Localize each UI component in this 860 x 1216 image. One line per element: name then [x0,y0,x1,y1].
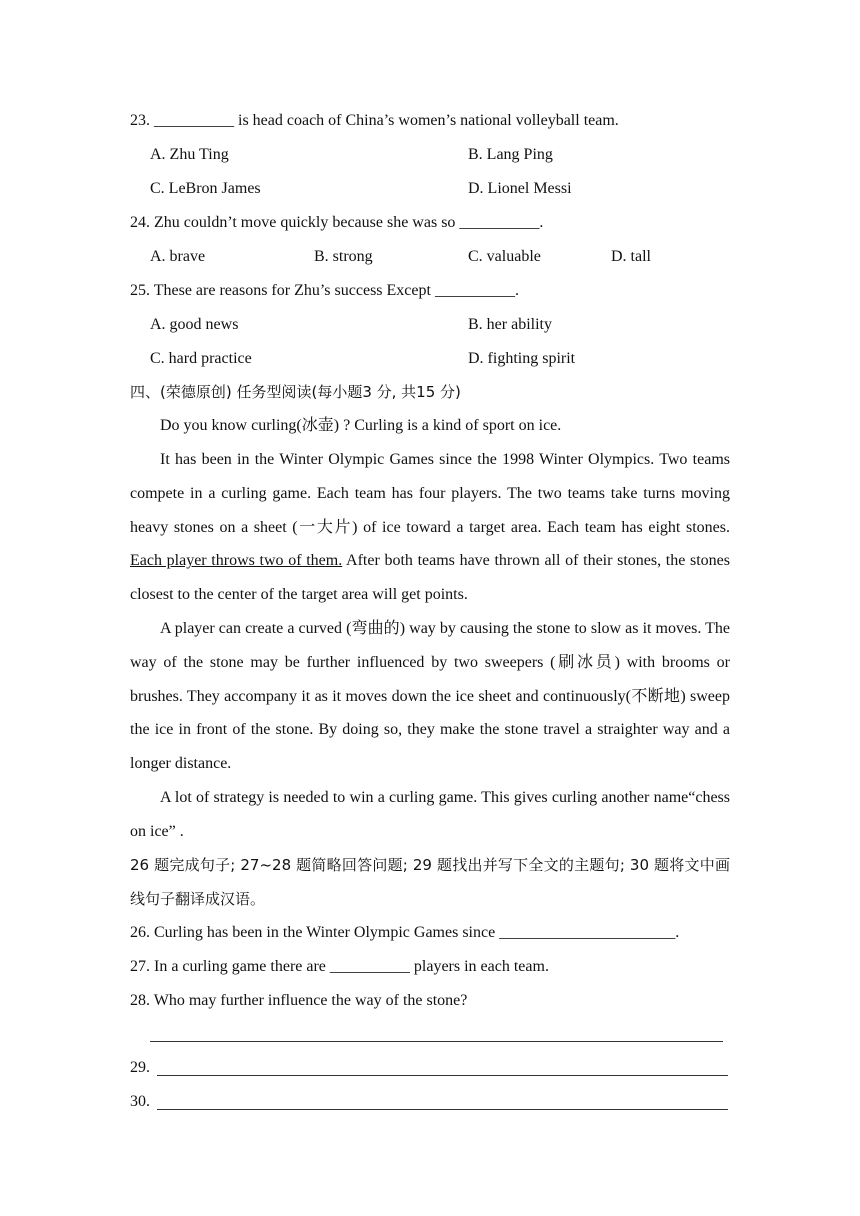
answer-line-28[interactable] [150,1041,723,1042]
option-24c: C. valuable [468,248,541,265]
question-27: 27. In a curling game there are __________ players in each team. [130,958,549,975]
section-4-heading: 四、(荣德原创) 任务型阅读(每小题3 分, 共15 分) [130,383,461,401]
option-24d: D. tall [611,248,651,265]
option-25c: C. hard practice [150,350,252,367]
underlined-sentence: Each player throws two of them. [130,552,343,570]
option-23c: C. LeBron James [150,180,261,197]
paragraph-3-text: A player can create a curved (弯曲的) way by causing the stone to slow as it moves. The way of the stone may be further influenced by two sweepers (刷冰员) with brooms or brushes. They accompany it as it moves down the ice sheet and continuously(不断地) sweep the ice in front of the stone. By doing so, they make the stone travel a straighter way and a longer distance. [130,620,730,773]
question-23-options-row2 [150,172,750,206]
answer-line-30[interactable] [157,1109,728,1110]
option-24b: B. strong [314,248,373,265]
paragraph-4-text: A lot of strategy is needed to win a curling game. This gives curling another name“chess on ice” . [130,789,730,840]
question-23-options-row1 [150,138,750,172]
question-29-label: 29. [130,1059,150,1076]
paragraph-1-text: Do you know curling(冰壶) ? Curling is a kind of sport on ice. [160,417,562,434]
answer-line-29[interactable] [157,1075,728,1076]
question-25-stem: 25. These are reasons for Zhu’s success Except __________. [130,282,519,299]
question-26: 26. Curling has been in the Winter Olympic Games since ______________________. [130,924,680,941]
option-23b: B. Lang Ping [468,146,553,163]
task-instructions: 26 题完成句子; 27~28 题简略回答问题; 29 题找出并写下全文的主题句; 30 题将文中画线句子翻译成汉语。 [130,856,730,908]
option-25b: B. her ability [468,316,552,333]
paragraph-2-text-b: After both teams have thrown all of their stones, the stones closest to the center of the target area will get points. [130,552,731,604]
paragraph-2-text-a: It has been in the Winter Olympic Games since the 1998 Winter Olympics. Two teams compete in a curling game. Each team has four players. The two teams take turns moving heavy stones on a sheet (一大片) of ice toward a target area. Each team has eight stones. [130,451,730,536]
question-30-label: 30. [130,1093,150,1110]
passage-paragraph-4 [130,781,730,849]
option-24a: A. brave [150,248,206,265]
question-24-stem: 24. Zhu couldn’t move quickly because she was so __________. [130,214,544,231]
question-24-options [150,240,750,274]
passage-paragraph-2 [130,443,730,612]
option-25d: D. fighting spirit [468,350,576,367]
question-25-options-row1 [150,308,750,342]
passage-paragraph-3 [130,612,730,781]
option-23a: A. Zhu Ting [150,146,229,163]
question-28: 28. Who may further influence the way of the stone? [130,992,468,1009]
question-25-options-row2 [150,342,750,376]
question-23-stem: 23. __________ is head coach of China’s women’s national volleyball team. [130,112,619,129]
option-25a: A. good news [150,316,239,333]
option-23d: D. Lionel Messi [468,180,572,197]
passage-paragraph-1 [130,409,730,443]
